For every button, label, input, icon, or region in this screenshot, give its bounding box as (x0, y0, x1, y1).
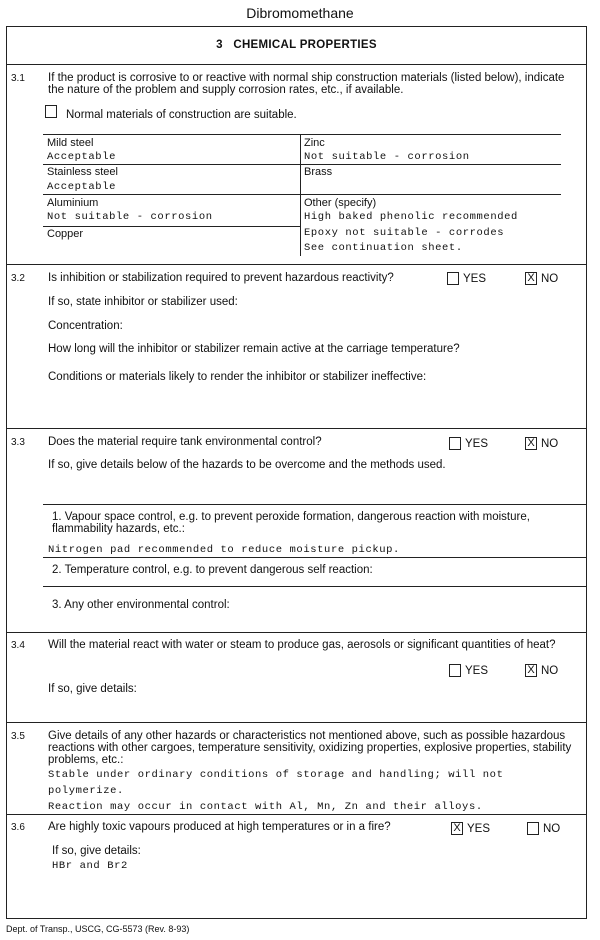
section-divider (6, 722, 587, 723)
other-value-line-2: Epoxy not suitable - corrodes (304, 227, 505, 239)
toxic-vapours-answer: HBr and Br2 (52, 860, 128, 872)
brass-label: Brass (304, 166, 333, 178)
section-divider (6, 632, 587, 633)
no-label-3-3: NO (541, 438, 559, 450)
yes-label-3-3: YES (465, 438, 489, 450)
section-divider (6, 264, 587, 265)
temperature-control-item: 2. Temperature control, e.g. to prevent dangerous self reaction: (52, 564, 373, 576)
section-title: 3 CHEMICAL PROPERTIES (216, 39, 377, 51)
copper-label: Copper (47, 228, 84, 240)
hazards-answer-line-3: Reaction may occur in contact with Al, Mn, Zn and their alloys. (48, 801, 483, 813)
no-label-3-2: NO (541, 273, 559, 285)
details-prompt-3-3: If so, give details below of the hazards to be overcome and the methods used. (48, 459, 446, 471)
no-label-3-4: NO (541, 665, 559, 677)
materials-row-line (43, 226, 301, 227)
checkbox-3-3-no[interactable]: X (525, 437, 537, 450)
zinc-label: Zinc (304, 137, 325, 149)
materials-row-line (43, 194, 561, 195)
hazards-answer-line-2: polymerize. (48, 785, 124, 797)
conditions-question: Conditions or materials likely to render the inhibitor or stabilizer ineffective: (48, 371, 427, 383)
materials-column-divider (300, 134, 301, 256)
question-3-5: Give details of any other hazards or characteristics not mentioned above, such as possible hazardous reactions with other cargoes, temperature sensitivity, oxidizing properties, explosive properties, stability problems, etc.: (48, 730, 572, 766)
details-prompt-3-4: If so, give details: (48, 683, 137, 695)
form-footer: Dept. of Transp., USCG, CG-5573 (Rev. 8-93) (6, 924, 190, 934)
subsection-line (43, 504, 587, 505)
checkbox-3-3-yes[interactable] (449, 437, 461, 450)
other-value-line-1: High baked phenolic recommended (304, 211, 518, 223)
duration-question: How long will the inhibitor or stabilizer remain active at the carriage temperature? (48, 343, 460, 355)
materials-table-top (43, 134, 561, 135)
details-prompt-3-6: If so, give details: (52, 845, 141, 857)
inhibitor-question: If so, state inhibitor or stabilizer used: (48, 296, 238, 308)
section-number-3-6: 3.6 (11, 822, 25, 833)
hazards-answer-line-1: Stable under ordinary conditions of storage and handling; will not (48, 769, 504, 781)
stainless-steel-value: Acceptable (47, 181, 117, 193)
section-number-3-5: 3.5 (11, 731, 25, 742)
concentration-question: Concentration: (48, 320, 123, 332)
other-specify-label: Other (specify) (304, 197, 377, 209)
checkbox-3-6-yes[interactable]: X (451, 822, 463, 835)
section-number-3-2: 3.2 (11, 273, 25, 284)
section-divider (6, 428, 587, 429)
other-control-item: 3. Any other environmental control: (52, 599, 230, 611)
title-divider (6, 64, 587, 65)
zinc-value: Not suitable - corrosion (304, 151, 470, 163)
product-name: Dibromomethane (246, 5, 354, 21)
section-divider (6, 814, 587, 815)
no-label-3-6: NO (543, 823, 561, 835)
other-value-line-3: See continuation sheet. (304, 242, 463, 254)
vapour-control-item: 1. Vapour space control, e.g. to prevent peroxide formation, dangerous reaction with moisture, flammability hazards, etc.: (52, 511, 530, 535)
section-number-3-1: 3.1 (11, 73, 25, 84)
yes-label-3-6: YES (467, 823, 491, 835)
stainless-steel-label: Stainless steel (47, 166, 118, 178)
vapour-control-answer: Nitrogen pad recommended to reduce moisture pickup. (48, 544, 400, 556)
mild-steel-label: Mild steel (47, 137, 94, 149)
checkbox-3-6-no[interactable] (527, 822, 539, 835)
checkbox-3-4-no[interactable]: X (525, 664, 537, 677)
checkbox-3-2-yes[interactable] (447, 272, 459, 285)
subsection-line (43, 557, 587, 558)
question-3-2: Is inhibition or stabilization required to prevent hazardous reactivity? (48, 272, 394, 284)
checkbox-3-2-no[interactable]: X (525, 272, 537, 285)
question-3-6: Are highly toxic vapours produced at high temperatures or in a fire? (48, 821, 391, 833)
question-3-3: Does the material require tank environmental control? (48, 436, 322, 448)
subsection-line (43, 586, 587, 587)
normal-materials-checkbox[interactable] (45, 105, 57, 118)
normal-materials-label: Normal materials of construction are suitable. (66, 109, 297, 121)
question-3-4: Will the material react with water or steam to produce gas, aerosols or significant quantities of heat? (48, 639, 556, 651)
aluminium-value: Not suitable - corrosion (47, 211, 213, 223)
yes-label-3-4: YES (465, 665, 489, 677)
checkbox-3-4-yes[interactable] (449, 664, 461, 677)
mild-steel-value: Acceptable (47, 151, 117, 163)
aluminium-label: Aluminium (47, 197, 99, 209)
yes-label-3-2: YES (463, 273, 487, 285)
section-number-3-4: 3.4 (11, 640, 25, 651)
section-number-3-3: 3.3 (11, 437, 25, 448)
materials-row-line (43, 164, 561, 165)
question-3-1: If the product is corrosive to or reactive with normal ship construction materials (listed below), indicate the nature of the problem and supply corrosion rates, etc., if available. (48, 72, 565, 96)
